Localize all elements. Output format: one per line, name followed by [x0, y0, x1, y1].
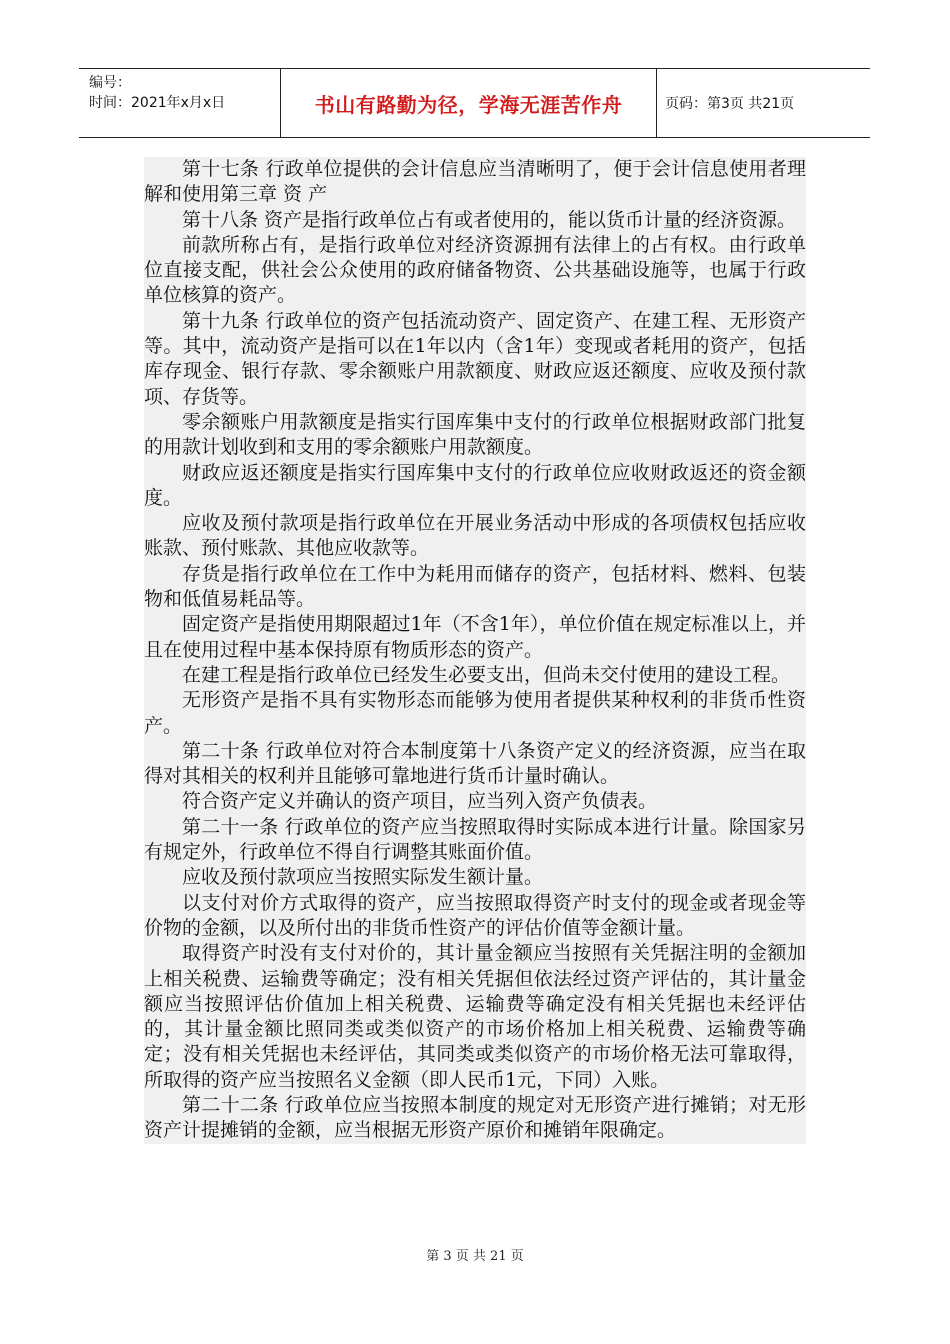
paragraph: 第二十二条 行政单位应当按照本制度的规定对无形资产进行摊销；对无形资产计提摊销的金额，应当根据无形资产原价和摊销年限确定。: [144, 1093, 806, 1142]
header-motto: 书山有路勤为径，学海无涯苦作舟: [314, 92, 623, 117]
paragraph: 存货是指行政单位在工作中为耗用而储存的资产，包括材料、燃料、包装物和低值易耗品等。: [144, 562, 806, 611]
paragraph: 在建工程是指行政单位已经发生必要支出，但尚未交付使用的建设工程。: [182, 663, 791, 686]
paragraph: 应收及预付款项是指行政单位在开展业务活动中形成的各项债权包括应收账款、预付账款、其他应收款等。: [144, 512, 806, 560]
paragraph: 第二十条 行政单位对符合本制度第十八条资产定义的经济资源，应当在取得对其相关的权利并且能够可靠地进行货币计量时确认。: [144, 739, 806, 788]
paragraph: 符合资产定义并确认的资产项目，应当列入资产负债表。: [182, 790, 658, 813]
page-header: [79, 68, 870, 138]
document-body: [144, 157, 806, 1144]
header-page-number: 页码：第3页 共21页: [665, 96, 795, 112]
paragraph: 以支付对价方式取得的资产，应当按照取得资产时支付的现金或者现金等价物的金额，以及所付出的非货币性资产的评估价值等金额计量。: [144, 891, 806, 939]
paragraph: 第十八条 资产是指行政单位占有或者使用的，能以货币计量的经济资源。: [182, 208, 797, 231]
paragraph: 前款所称占有，是指行政单位对经济资源拥有法律上的占有权。由行政单位直接支配，供社会公众使用的政府储备物资、公共基础设施等，也属于行政单位核算的资产。: [144, 233, 806, 307]
paragraph: 第十九条 行政单位的资产包括流动资产、固定资产、在建工程、无形资产等。其中，流动资产是指可以在1年以内（含1年）变现或者耗用的资产，包括库存现金、银行存款、零余额账户用款额度、财政应返还额度、应收及预付款项、存货等。: [144, 309, 806, 408]
paragraph: 财政应返还额度是指实行国库集中支付的行政单位应收财政返还的资金额度。: [144, 461, 806, 509]
paragraph: 应收及预付款项应当按照实际发生额计量。: [182, 866, 544, 889]
paragraph: 零余额账户用款额度是指实行国库集中支付的行政单位根据财政部门批复的用款计划收到和支用的零余额账户用款额度。: [144, 410, 806, 459]
paragraph: 第二十一条 行政单位的资产应当按照取得时实际成本进行计量。除国家另有规定外，行政单位不得自行调整其账面价值。: [144, 815, 806, 864]
header-meta: [89, 73, 279, 113]
paragraph: 取得资产时没有支付对价的，其计量金额应当按照有关凭据注明的金额加上相关税费、运输费等确定；没有相关凭据但依法经过资产评估的，其计量金额应当按照评估价值加上相关税费、运输费等确定没有相关凭据也未经评估的，其计量金额比照同类或类似资产的市场价格加上相关税费、运输费等确定；没有相关凭据也未经评估，其同类或类似资产的市场价格无法可靠取得，所取得的资产应当按照名义金额（即人民币1元，下同）入账。: [144, 942, 806, 1091]
page-footer: 第 3 页 共 21 页: [426, 1249, 524, 1264]
header-divider: [656, 69, 657, 137]
document-time-label: 时间：2021年x月x日: [89, 95, 226, 111]
paragraph: 固定资产是指使用期限超过1年（不含1年），单位价值在规定标准以上，并且在使用过程中基本保持原有物质形态的资产。: [144, 613, 806, 661]
paragraph: 无形资产是指不具有实物形态而能够为使用者提供某种权利的非货币性资产。: [144, 689, 806, 737]
document-number-label: 编号：: [89, 75, 131, 91]
paragraph: 第十七条 行政单位提供的会计信息应当清晰明了，便于会计信息使用者理解和使用第三章 资 产: [144, 158, 806, 206]
